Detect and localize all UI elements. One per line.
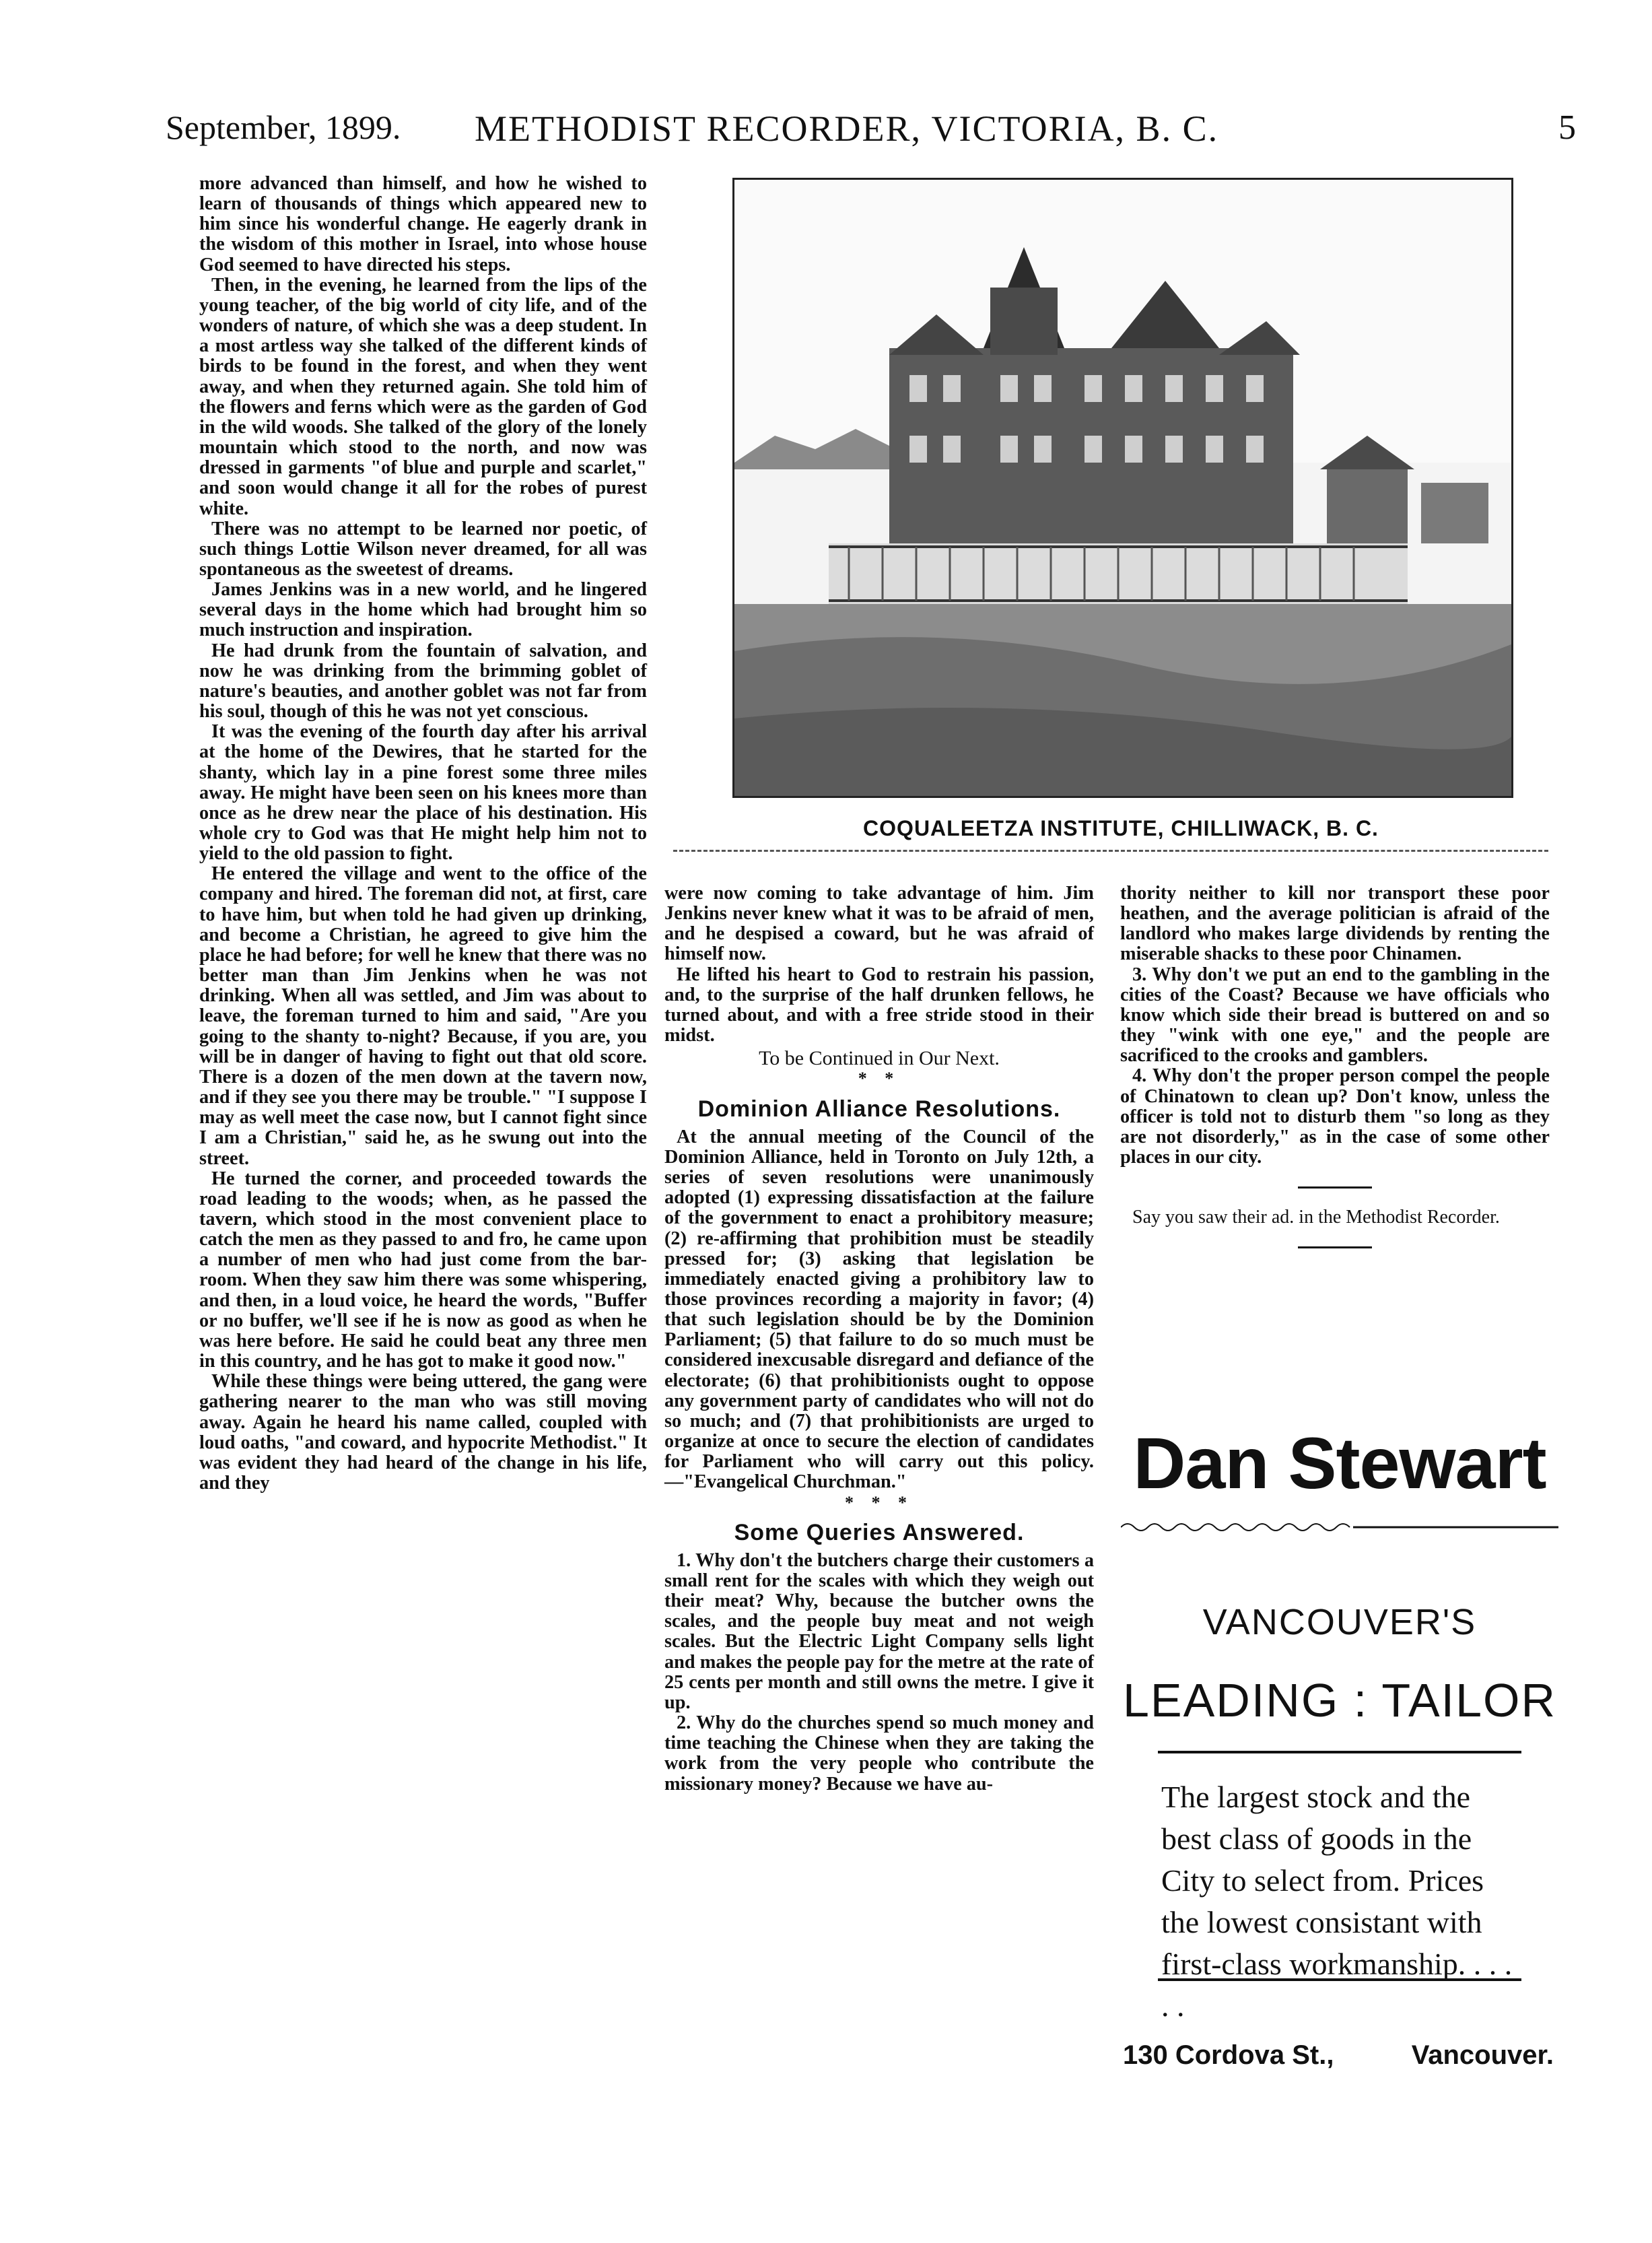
paragraph: While these things were being uttered, the gang were gathering nearer to the man who was still moving away. Again he heard his name called, coupled with loud oaths, "and coward, and hypocrite Methodist." It was evident they had heard of the change in his life, and they	[199, 1371, 647, 1494]
advertiser-tagline: LEADING : TAILOR	[1122, 1674, 1557, 1727]
middle-column	[664, 883, 1094, 1795]
right-column	[1120, 883, 1550, 1267]
advertisement-body: The largest stock and the best class of goods in the City to select from. Prices the lowest consistant with first-class workmanship. . . . . .	[1161, 1780, 1513, 2023]
paragraph: It was the evening of the fourth day after his arrival at the home of the Dewires, that he started for the shanty, which lay in a pine forest some three miles away. He might have been seen on his knees more than once as he drew near the place of his destination. His whole cry to God was that He might help him not to yield to the old passion to fight.	[199, 721, 647, 865]
page-header	[0, 108, 1652, 148]
paragraph: thority neither to kill nor transport these poor heathen, and the average politician is afraid of the landlord who makes large dividends by renting the miserable shacks to these poor Chinamen.	[1120, 883, 1550, 965]
left-column-story	[199, 174, 647, 1494]
paragraph: 3. Why don't we put an end to the gambling in the cities of the Coast? Because we have officials who know which side their bread is buttered on and so they "wink with one eye," and the people are sacrificed to the crooks and gamblers.	[1120, 964, 1550, 1067]
short-divider	[1298, 1246, 1372, 1248]
paragraph: He turned the corner, and proceeded towards the road leading to the woods; when, as he passed the tavern, which stood in the most convenient place to catch the men as they passed to and fro, he came upon a number of men who had just come from the bar-room. When they saw him there was some whispering, and then, in a loud voice, he heard the words, "Buffer or no buffer, we'll see if he is now as good as when he was here before. He said he could beat any three men in this country, and he has got to make it good now."	[199, 1168, 647, 1372]
paragraph: 2. Why do the churches spend so much money and time teaching the Chinese when they are taking the work from the very people who contribute the missionary money? Because we have au-	[664, 1712, 1094, 1795]
paragraph: At the annual meeting of the Council of the Dominion Alliance, held in Toronto on July 12th, a series of seven resolutions were unanimously adopted (1) expressing dissatisfaction at the failure of the government to enact a prohibitory measure; (2) re-affirming that prohibition must be steadily pressed for; (3) asking that legislation be immediately enacted giving a prohibitory law to those provinces recording a majority in favor; (4) that such legislation should be by the Dominion Parliament; (5) that failure to do so much must be considered inexcusable disregard and defiance of the electorate; (6) that prohibitionists ought to oppose any government party of candidates who will not do so much; and (7) that prohibitionists are urged to organize at once to secure the election of candidates for Parliament who will carry out this policy.—"Evangelical Churchman."	[664, 1126, 1094, 1493]
paragraph: 4. Why don't the proper person compel the people of Chinatown to clean up? Don't know, unless the officer is told not to disturb them "so long as they are not disorderly," as in the case of some other places in our city.	[1120, 1065, 1550, 1168]
paragraph: He entered the village and went to the office of the company and hired. The foreman did not, at first, care to have him, but when told he had given up drinking, and become a Christian, he agreed to give him the place he had before; for well he knew that there was no better man than Jim Jenkins when he was not drinking. When all was settled, and Jim was about to leave, the foreman turned to him and said, "Are you going to the shanty to-night? Because, if you are, you will be in danger of having to fight out that old score. There is a dozen of the men down at the tavern now, and if they see you there may be trouble." "I suppose I may as well meet the case now, but I cannot fight since I am a Christian," said he, as he swung out into the street.	[199, 863, 647, 1169]
paragraph: James Jenkins was in a new world, and he lingered several days in the home which had brought him so much instruction and inspiration.	[199, 579, 647, 641]
ornament-separator: * * *	[845, 1492, 914, 1512]
paragraph: 1. Why don't the butchers charge their customers a small rent for the scales with which they weigh out their meat? Why, because the butcher owns the scales, and the people buy meat and not weigh scales. But the Electric Light Company sells light and makes the people pay for the metre at the rate of 25 cents per month and still owns the metre. I give it up.	[664, 1549, 1094, 1713]
ad-rule	[1158, 1978, 1521, 1981]
advertiser-city: VANCOUVER'S	[1202, 1602, 1477, 1642]
page-number: 5	[1558, 108, 1576, 147]
paragraph: He had drunk from the fountain of salvation, and now he was drinking from the brimming goblet of nature's beauties, and another goblet was not far from his soul, though of this he was not yet conscious.	[199, 640, 647, 723]
article-heading: Some Queries Answered.	[734, 1519, 1025, 1545]
paragraph: were now coming to take advantage of him. Jim Jenkins never knew what it was to be afraid of men, and he despised a coward, but he was afraid of himself now.	[664, 883, 1094, 965]
ornament-separator: * *	[858, 1069, 901, 1089]
institute-photograph	[732, 178, 1513, 798]
newspaper-title: METHODIST RECORDER, VICTORIA, B. C.	[475, 108, 1219, 149]
building-illustration	[734, 180, 1511, 796]
wavy-rule	[1121, 1520, 1558, 1534]
photo-caption: COQUALEETZA INSTITUTE, CHILLIWACK, B. C.	[863, 816, 1379, 840]
section-divider	[673, 850, 1548, 852]
address-street: 130 Cordova St.,	[1123, 2040, 1334, 2070]
advertiser-name: Dan Stewart	[1133, 1422, 1546, 1504]
address-town: Vancouver.	[1411, 2040, 1554, 2070]
ad-rule	[1158, 1751, 1521, 1753]
article-heading: Dominion Alliance Resolutions.	[697, 1096, 1061, 1122]
issue-date: September, 1899.	[166, 108, 401, 146]
advertiser-note: Say you saw their ad. in the Methodist Recorder.	[1132, 1207, 1500, 1228]
continued-notice: To be Continued in Our Next.	[759, 1047, 1000, 1070]
paragraph: more advanced than himself, and how he wished to learn of thousands of things which appeared new to him since his wonderful change. He eagerly drank in the wisdom of this mother in Israel, into whose house God seemed to have directed his steps.	[199, 173, 647, 275]
paragraph: There was no attempt to be learned nor poetic, of such things Lottie Wilson never dreamed, for all was spontaneous as the sweetest of dreams.	[199, 518, 647, 580]
paragraph: Then, in the evening, he learned from the lips of the young teacher, of the big world of city life, and of the wonders of nature, of which she was a deep student. In a most artless way she talked of the different kinds of birds to be found in the forest, and when they went away, and when they returned again. She told him of the flowers and ferns which were as the garden of God in the wild woods. She talked of the glory of the lonely mountain which stood to the north, and now was dressed in garments "of blue and purple and scarlet," and soon would change it all for the robes of purest white.	[199, 274, 647, 519]
short-divider	[1298, 1186, 1372, 1189]
paragraph: He lifted his heart to God to restrain his passion, and, to the surprise of the half drunken fellows, he turned about, and with a free stride stood in their midst.	[664, 964, 1094, 1046]
